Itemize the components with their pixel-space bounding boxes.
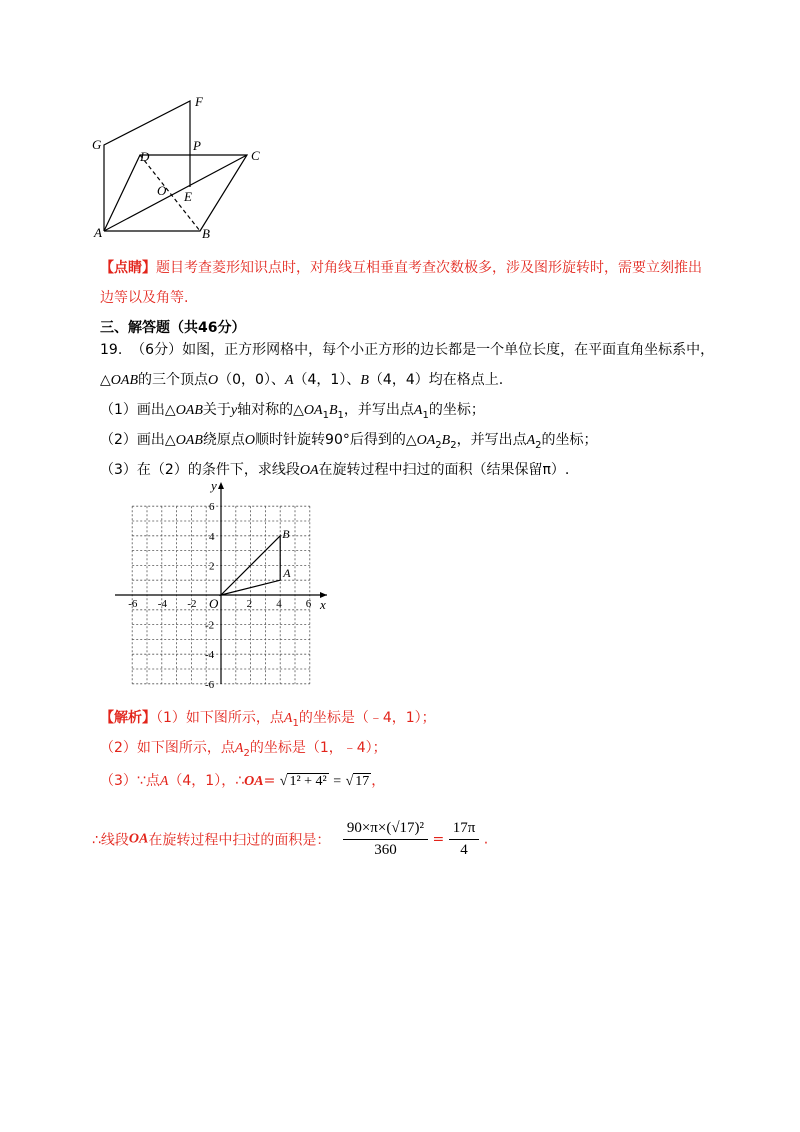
sol3-oa: OA [244,774,264,789]
solution-final [92,820,488,859]
part1-oab: OAB [175,403,203,418]
frac2-num: 17π [449,820,480,840]
fraction-area [343,820,428,859]
question-intro-text-1: 如图，正方形网格中，每个小正方形的边长都是一个单位长度，在平面直角坐标系中， [182,342,715,358]
part3-oa: OA [299,463,319,478]
comment-line-2 [100,287,188,307]
sol3-eq: = [263,773,276,789]
sol2-b: 的坐标是（1，﹣4）； [249,740,387,756]
section-title: 三、解答题（共46分） [100,320,246,336]
intro-oab: OAB [110,373,138,388]
sol2-a: （2）如下图所示，点 [100,740,235,756]
final-a: ∴线段 [92,832,129,849]
intro-A-coord: （4，1）、 [293,372,361,388]
label-O: O [157,183,167,198]
intro-triangle-symbol: △ [100,372,111,388]
x-tick-label: 6 [305,598,312,610]
y-tick-label: -2 [205,619,215,632]
intro-B: B [360,373,369,388]
origin-label: O [209,596,219,611]
part1-d: ，并写出点 [343,402,414,418]
part2-O: O [244,433,256,448]
x-tick-label: -2 [187,598,197,610]
fraction-result [449,820,480,859]
question-part-2: （2）画出△OAB绕原点O顺时针旋转90°后得到的$\triangle OA_2B_2$，并写出点$A_2$的坐标； [100,432,598,451]
question-part-3 [100,459,569,479]
part3-a: （3）在（2）的条件下，求线段 [100,462,300,478]
final-b: 在旋转过程中扫过的面积是： [148,832,331,849]
part1-a: （1）画出△ [100,402,176,418]
intro-text-b: 的三个顶点 [138,372,208,388]
sol2-A: A [234,741,244,756]
frac2-den: 4 [460,842,468,858]
x-tick-label: 4 [276,598,282,610]
coordinate-grid-figure [115,478,335,690]
comment-line-1 [100,257,702,277]
x-tick-label: -4 [157,598,167,610]
sol3-eq2: = [333,774,342,789]
x-tick-label: -6 [128,598,138,610]
point-B-label: B [282,526,290,541]
part2-a: （2）画出△ [100,432,176,448]
label-E: E [184,189,192,204]
intro-B-coord: （4，4）均在格点上. [368,372,504,388]
sol1-b: 的坐标是（﹣4，1）； [298,710,436,726]
final-oa: OA [128,831,149,847]
sqrt-17: 17 [355,774,370,789]
part1-b: 关于 [202,402,231,418]
part1-tri: OA [303,403,323,418]
intro-O-coord: （0，0）、 [218,372,285,388]
part2-b: 绕原点 [202,432,245,448]
final-end: . [483,831,489,848]
solution-line-2 [100,737,387,759]
solution-line-1 [100,707,436,729]
frac1-num: 90×π×(√17)² [343,820,428,840]
comment-tag: 【点睛】 [100,260,156,276]
y-tick-label: -6 [205,678,215,690]
part1-c: 轴对称的△ [237,402,304,418]
rhombus-rotation-figure [80,85,280,245]
final-eq: = [432,831,445,848]
sol1-a: （1）如下图所示，点 [156,710,284,726]
solution-line-3: （3）∵点A（4，1），∴OA= √ 1² + 4² = √ 17 ， [100,773,386,789]
sqrt-expression: 1² + 4² [289,774,327,789]
label-A: A [94,225,102,240]
y-tick-label: 4 [209,530,215,543]
part3-b: 在旋转过程中扫过的面积（结果保留π）. [318,462,570,478]
sol2-sub: 2 [243,747,250,759]
sol3-a: （3）∵点 [100,773,160,789]
question-score: （6分） [131,342,183,358]
sol1-sub: 1 [292,717,299,729]
label-F: F [195,94,203,109]
y-tick-label: -4 [205,649,215,662]
sol3-b: （4，1），∴ [168,773,245,789]
label-P: P [193,138,201,153]
question-intro-1 [100,339,714,359]
part2-c: 顺时针旋转90°后得到的△ [255,432,417,448]
part2-oab: OAB [175,433,203,448]
y-tick-label: 6 [209,501,215,514]
label-C: C [251,148,260,163]
x-axis-label: x [320,597,326,612]
question-intro-2 [100,369,503,389]
sol3-end: ， [371,773,386,789]
intro-O: O [208,373,219,388]
y-tick-label: 2 [209,560,215,573]
solution-tag: 【解析】 [100,710,156,726]
comment-text-1: 题目考查菱形知识点时，对角线互相垂直考查次数极多，涉及图形旋转时，需要立刻推出 [156,260,702,276]
part1-y: y [230,403,238,418]
sol1-A: A [283,711,293,726]
frac1-den: 360 [374,842,397,858]
part2-d: ，并写出点 [456,432,527,448]
part1-e: 的坐标； [428,402,485,418]
question-part-1: （1）画出△OAB关于y轴对称的$\triangle OA_1B_1$，并写出点$A_1$的坐标； [100,402,485,421]
label-B: B [202,226,210,241]
part2-e: 的坐标； [541,432,598,448]
label-D: D [140,149,150,164]
comment-text-2: 边等以及角等. [100,290,189,306]
x-tick-label: 2 [246,598,253,610]
question-number: 19. [100,342,123,358]
label-G: G [92,137,102,152]
point-A-label: A [283,566,291,581]
y-axis-label: y [211,478,217,493]
sol3-A: A [159,774,169,789]
intro-A: A [284,373,294,388]
